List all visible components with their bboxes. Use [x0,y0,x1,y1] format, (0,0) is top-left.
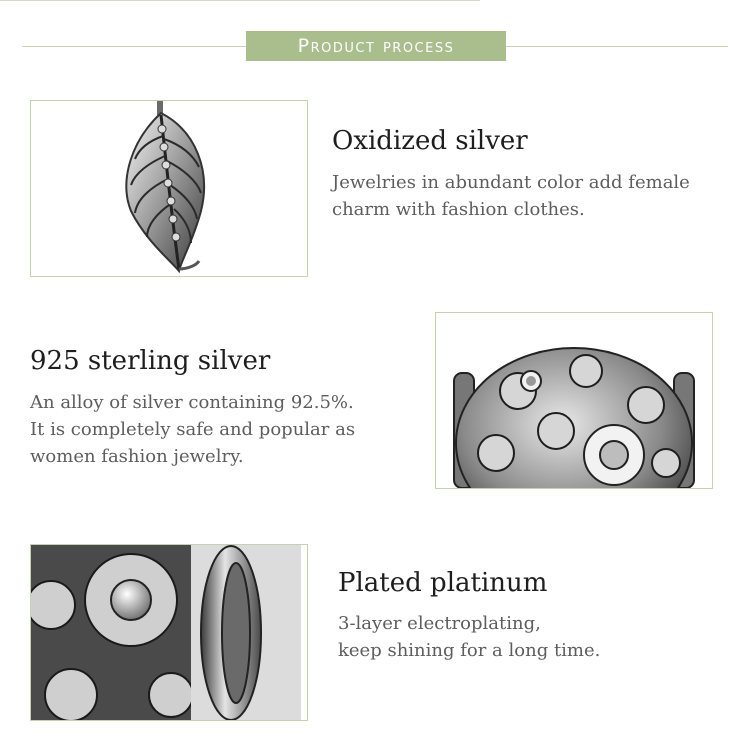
description-line: women fashion jewelry. [30,446,244,467]
description-line: Jewelries in abundant color add female [332,172,690,193]
description-line: 3-layer electroplating, [338,613,541,634]
header-rule-right [506,46,728,47]
header-title: Product process [297,35,455,57]
flower-bead-closeup-image [30,544,308,721]
header-banner [246,31,506,61]
description-line: charm with fashion clothes. [332,199,585,220]
section-title: Plated platinum [338,568,548,598]
section-title: Oxidized silver [332,126,528,156]
top-rule [0,0,480,1]
section-title: 925 sterling silver [30,346,271,376]
header-rule-left [22,46,246,47]
section-description [338,610,600,664]
description-line: It is completely safe and popular as [30,419,356,440]
description-line: keep shining for a long time. [338,640,601,661]
leaf-charm-image [30,100,308,277]
section-description [30,389,355,470]
section-description [332,169,690,223]
description-line: An alloy of silver containing 92.5%. [30,392,354,413]
flower-bead-charm-image [435,312,713,489]
